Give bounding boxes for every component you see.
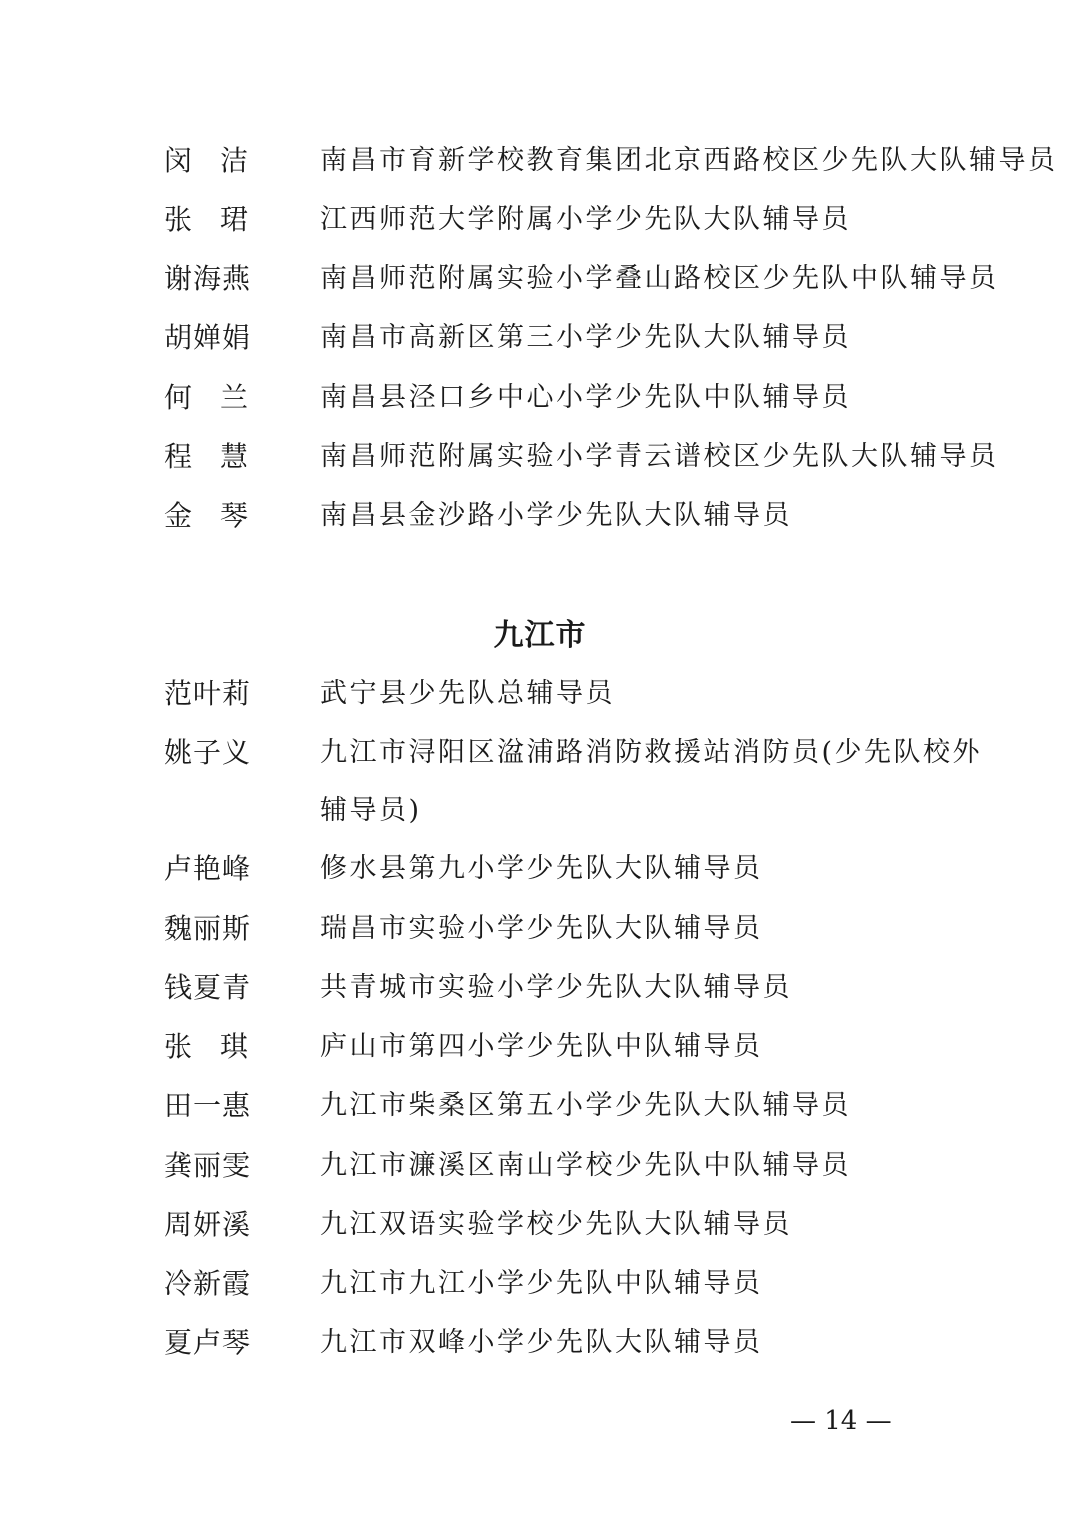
section-heading: 九江市 [493, 618, 587, 653]
list-item [0, 849, 1080, 889]
list-item [0, 1086, 1080, 1126]
person-position: 南昌师范附属实验小学叠山路校区少先队中队辅导员 [320, 263, 999, 294]
person-position: 九江市双峰小学少先队大队辅导员 [320, 1327, 763, 1358]
person-name: 龚丽雯 [164, 1149, 252, 1182]
person-name: 范叶莉 [164, 677, 252, 710]
list-item [0, 318, 1080, 358]
list-item [0, 674, 1080, 714]
list-item [0, 1146, 1080, 1186]
list-item [0, 733, 1080, 833]
person-name: 闵 洁 [164, 144, 248, 177]
person-position: 九江市浔阳区湓浦路消防救援站消防员(少先队校外辅导员) [320, 737, 983, 826]
person-position: 共青城市实验小学少先队大队辅导员 [320, 972, 792, 1003]
list-item [0, 437, 1080, 477]
person-name: 金 琴 [164, 499, 248, 532]
person-position: 南昌县金沙路小学少先队大队辅导员 [320, 500, 792, 531]
person-name: 张 琪 [164, 1030, 248, 1063]
list-item [0, 141, 1080, 181]
person-name: 何 兰 [164, 381, 248, 414]
person-name: 冷新霞 [164, 1267, 252, 1300]
list-item [0, 1264, 1080, 1304]
person-name: 卢艳峰 [164, 852, 252, 885]
list-item [0, 496, 1080, 536]
person-name: 张 珺 [164, 203, 248, 236]
person-position: 江西师范大学附属小学少先队大队辅导员 [320, 204, 851, 235]
list-item [0, 1323, 1080, 1363]
page-number: — 14 — [790, 1406, 892, 1436]
person-name: 谢海燕 [164, 262, 252, 295]
person-position: 瑞昌市实验小学少先队大队辅导员 [320, 913, 763, 944]
list-item [0, 1027, 1080, 1067]
person-position: 九江市柴桑区第五小学少先队大队辅导员 [320, 1090, 851, 1121]
person-name: 田一惠 [164, 1089, 252, 1122]
list-item [0, 1205, 1080, 1245]
person-position: 南昌县泾口乡中心小学少先队中队辅导员 [320, 382, 851, 413]
person-position: 九江市濂溪区南山学校少先队中队辅导员 [320, 1150, 851, 1181]
list-item [0, 200, 1080, 240]
person-name: 程 慧 [164, 440, 248, 473]
person-name: 夏卢琴 [164, 1326, 252, 1359]
person-name: 魏丽斯 [164, 912, 252, 945]
person-position: 武宁县少先队总辅导员 [320, 678, 615, 709]
person-position: 南昌市高新区第三小学少先队大队辅导员 [320, 322, 851, 353]
person-position: 九江双语实验学校少先队大队辅导员 [320, 1209, 792, 1240]
person-name: 姚子义 [164, 736, 252, 769]
person-position: 南昌师范附属实验小学青云谱校区少先队大队辅导员 [320, 441, 999, 472]
list-item [0, 968, 1080, 1008]
person-position: 九江市九江小学少先队中队辅导员 [320, 1268, 763, 1299]
person-name: 钱夏青 [164, 971, 252, 1004]
person-position: 南昌市育新学校教育集团北京西路校区少先队大队辅导员 [320, 145, 1058, 176]
list-item [0, 378, 1080, 418]
list-item [0, 259, 1080, 299]
list-item [0, 909, 1080, 949]
person-position: 修水县第九小学少先队大队辅导员 [320, 853, 763, 884]
person-name: 周妍溪 [164, 1208, 252, 1241]
person-position: 庐山市第四小学少先队中队辅导员 [320, 1031, 763, 1062]
person-name: 胡婵娟 [164, 321, 252, 354]
